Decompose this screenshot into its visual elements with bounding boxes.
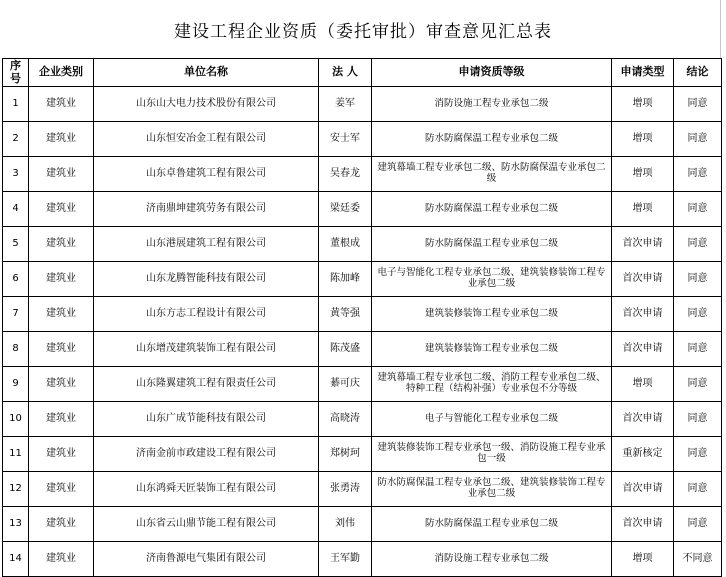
cell-application-type: 首次申请 <box>612 297 674 332</box>
table-row <box>3 332 722 367</box>
cell-no: 7 <box>3 297 29 332</box>
header-qualification: 申请资质等级 <box>372 59 612 87</box>
table-row <box>3 507 722 542</box>
header-conclusion: 结论 <box>674 59 722 87</box>
cell-category: 建筑业 <box>29 542 94 577</box>
cell-company: 山东增茂建筑装饰工程有限公司 <box>94 332 319 367</box>
cell-legal-rep: 黄等强 <box>319 297 372 332</box>
table-header-row <box>3 59 722 87</box>
cell-application-type: 首次申请 <box>612 472 674 507</box>
cell-no: 8 <box>3 332 29 367</box>
cell-company: 山东恒安冶金工程有限公司 <box>94 122 319 157</box>
cell-no: 14 <box>3 542 29 577</box>
cell-company: 山东卓鲁建筑工程有限公司 <box>94 157 319 192</box>
cell-legal-rep: 郑树珂 <box>319 437 372 472</box>
table-body <box>3 87 722 577</box>
cell-conclusion: 同意 <box>674 367 722 402</box>
cell-category: 建筑业 <box>29 332 94 367</box>
cell-qualification: 建筑装修装饰工程专业承包二级 <box>372 297 612 332</box>
cell-category: 建筑业 <box>29 262 94 297</box>
cell-conclusion: 同意 <box>674 87 722 122</box>
cell-company: 山东港展建筑工程有限公司 <box>94 227 319 262</box>
cell-application-type: 首次申请 <box>612 507 674 542</box>
table-row <box>3 437 722 472</box>
cell-no: 9 <box>3 367 29 402</box>
header-legal-rep: 法 人 <box>319 59 372 87</box>
table-row <box>3 262 722 297</box>
cell-company: 济南鼎坤建筑劳务有限公司 <box>94 192 319 227</box>
cell-category: 建筑业 <box>29 297 94 332</box>
cell-no: 3 <box>3 157 29 192</box>
cell-qualification: 建筑幕墙工程专业承包二级、防水防腐保温专业承包二级 <box>372 157 612 192</box>
cell-conclusion: 同意 <box>674 157 722 192</box>
cell-legal-rep: 高晓涛 <box>319 402 372 437</box>
table-row <box>3 542 722 577</box>
table-row <box>3 157 722 192</box>
cell-conclusion: 同意 <box>674 262 722 297</box>
cell-no: 4 <box>3 192 29 227</box>
table-row <box>3 402 722 437</box>
cell-category: 建筑业 <box>29 367 94 402</box>
cell-application-type: 首次申请 <box>612 227 674 262</box>
cell-category: 建筑业 <box>29 472 94 507</box>
table-row <box>3 297 722 332</box>
cell-company: 济南金前市政建设工程有限公司 <box>94 437 319 472</box>
cell-category: 建筑业 <box>29 122 94 157</box>
cell-company: 山东广成节能科技有限公司 <box>94 402 319 437</box>
cell-conclusion: 同意 <box>674 437 722 472</box>
cell-company: 济南鲁源电气集团有限公司 <box>94 542 319 577</box>
cell-no: 13 <box>3 507 29 542</box>
cell-conclusion: 同意 <box>674 472 722 507</box>
header-company: 单位名称 <box>94 59 319 87</box>
cell-conclusion: 同意 <box>674 227 722 262</box>
cell-category: 建筑业 <box>29 157 94 192</box>
cell-application-type: 增项 <box>612 87 674 122</box>
header-no: 序号 <box>3 59 29 87</box>
table-row <box>3 472 722 507</box>
cell-application-type: 增项 <box>612 192 674 227</box>
cell-qualification: 防水防腐保温工程专业承包二级 <box>372 227 612 262</box>
cell-qualification: 防水防腐保温工程专业承包二级 <box>372 507 612 542</box>
edge-rule <box>720 0 721 58</box>
cell-conclusion: 同意 <box>674 122 722 157</box>
cell-category: 建筑业 <box>29 437 94 472</box>
cell-category: 建筑业 <box>29 87 94 122</box>
table-row <box>3 227 722 262</box>
cell-legal-rep: 安士军 <box>319 122 372 157</box>
cell-legal-rep: 綦可庆 <box>319 367 372 402</box>
cell-legal-rep: 陈茂盛 <box>319 332 372 367</box>
cell-category: 建筑业 <box>29 227 94 262</box>
cell-no: 6 <box>3 262 29 297</box>
cell-qualification: 防水防腐保温工程专业承包二级 <box>372 122 612 157</box>
table-row <box>3 192 722 227</box>
cell-company: 山东鸿舜天匠装饰工程有限公司 <box>94 472 319 507</box>
cell-conclusion: 同意 <box>674 332 722 367</box>
cell-no: 12 <box>3 472 29 507</box>
cell-conclusion: 同意 <box>674 192 722 227</box>
header-application-type: 申请类型 <box>612 59 674 87</box>
cell-application-type: 增项 <box>612 542 674 577</box>
cell-legal-rep: 张勇涛 <box>319 472 372 507</box>
cell-no: 11 <box>3 437 29 472</box>
cell-application-type: 增项 <box>612 367 674 402</box>
table-row <box>3 87 722 122</box>
cell-conclusion: 同意 <box>674 507 722 542</box>
cell-legal-rep: 陈加峰 <box>319 262 372 297</box>
cell-company: 山东隆翼建筑工程有限责任公司 <box>94 367 319 402</box>
cell-qualification: 电子与智能化工程专业承包二级 <box>372 402 612 437</box>
table-row <box>3 122 722 157</box>
cell-no: 2 <box>3 122 29 157</box>
cell-conclusion: 不同意 <box>674 542 722 577</box>
review-summary-table <box>2 58 722 577</box>
cell-qualification: 消防设施工程专业承包二级 <box>372 542 612 577</box>
table-row <box>3 367 722 402</box>
cell-company: 山东龙腾智能科技有限公司 <box>94 262 319 297</box>
cell-qualification: 建筑幕墙工程专业承包二级、消防工程专业承包二级、特种工程（结构补强）专业承包不分等级 <box>372 367 612 402</box>
cell-qualification: 电子与智能化工程专业承包二级、建筑装修装饰工程专业承包二级 <box>372 262 612 297</box>
cell-category: 建筑业 <box>29 507 94 542</box>
cell-qualification: 建筑装修装饰工程专业承包一级、消防设施工程专业承包一级 <box>372 437 612 472</box>
cell-application-type: 增项 <box>612 157 674 192</box>
cell-conclusion: 同意 <box>674 297 722 332</box>
cell-application-type: 首次申请 <box>612 332 674 367</box>
cell-legal-rep: 董根成 <box>319 227 372 262</box>
cell-legal-rep: 梁廷委 <box>319 192 372 227</box>
cell-qualification: 防水防腐保温工程专业承包二级、建筑装修装饰工程专业承包二级 <box>372 472 612 507</box>
cell-no: 5 <box>3 227 29 262</box>
cell-company: 山东山大电力技术股份有限公司 <box>94 87 319 122</box>
cell-category: 建筑业 <box>29 402 94 437</box>
cell-category: 建筑业 <box>29 192 94 227</box>
cell-no: 10 <box>3 402 29 437</box>
cell-conclusion: 同意 <box>674 402 722 437</box>
cell-company: 山东省云山鼎节能工程有限公司 <box>94 507 319 542</box>
cell-legal-rep: 王军勤 <box>319 542 372 577</box>
document-title: 建设工程企业资质（委托审批）审查意见汇总表 <box>174 21 552 42</box>
cell-company: 山东方志工程设计有限公司 <box>94 297 319 332</box>
cell-qualification: 防水防腐保温工程专业承包二级 <box>372 192 612 227</box>
cell-application-type: 首次申请 <box>612 262 674 297</box>
header-category: 企业类别 <box>29 59 94 87</box>
cell-application-type: 增项 <box>612 122 674 157</box>
cell-application-type: 重新核定 <box>612 437 674 472</box>
cell-no: 1 <box>3 87 29 122</box>
cell-legal-rep: 吴春龙 <box>319 157 372 192</box>
cell-qualification: 消防设施工程专业承包二级 <box>372 87 612 122</box>
cell-application-type: 首次申请 <box>612 402 674 437</box>
cell-qualification: 建筑装修装饰工程专业承包二级 <box>372 332 612 367</box>
cell-legal-rep: 刘伟 <box>319 507 372 542</box>
cell-legal-rep: 姜军 <box>319 87 372 122</box>
